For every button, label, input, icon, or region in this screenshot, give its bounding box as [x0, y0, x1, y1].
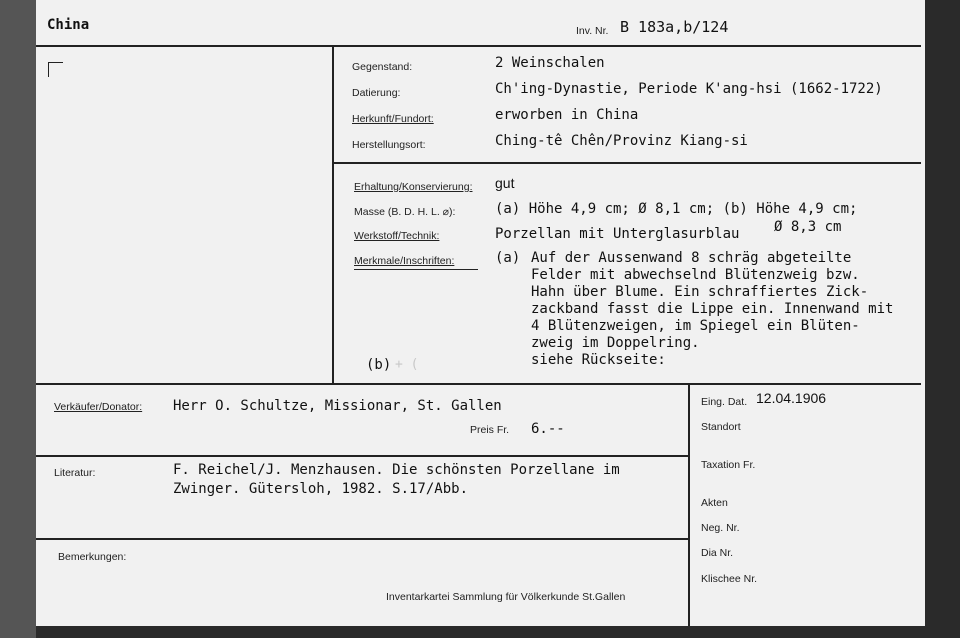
verkaeufer-value: Herr O. Schultze, Missionar, St. Gallen [173, 398, 502, 414]
erhaltung-label: Erhaltung/Konservierung: [354, 181, 473, 193]
masse-line2: Ø 8,3 cm [774, 219, 842, 235]
erhaltung-value: gut [495, 175, 515, 191]
standort-label: Standort [701, 421, 741, 433]
masse-line1: (a) Höhe 4,9 cm; Ø 8,1 cm; (b) Höhe 4,9 cm; [495, 201, 858, 217]
dia-nr-label: Dia Nr. [701, 547, 734, 559]
gegenstand-label: Gegenstand: [352, 61, 413, 73]
divider-vertical-top [332, 45, 334, 384]
country-title: China [47, 17, 90, 33]
literatur-label: Literatur: [54, 467, 96, 479]
photo-area-corner-mark [48, 62, 63, 77]
card-footer: Inventarkartei Sammlung für Völkerkunde St.Gallen [386, 591, 626, 603]
herkunft-value: erworben in China [495, 107, 639, 123]
inventory-card [36, 0, 925, 626]
klischee-nr-label: Klischee Nr. [701, 573, 758, 585]
divider-vertical-bottom [688, 383, 690, 626]
datierung-label: Datierung: [352, 87, 401, 99]
bemerkungen-label: Bemerkungen: [58, 551, 127, 563]
merkmale-label-rule [354, 269, 478, 270]
erased-mark: + ( [395, 357, 419, 372]
herkunft-label: Herkunft/Fundort: [352, 113, 434, 125]
divider-middle [36, 383, 921, 385]
inv-nr-label: Inv. Nr. [576, 25, 609, 37]
preis-label: Preis Fr. [470, 424, 510, 436]
taxation-label: Taxation Fr. [701, 459, 756, 471]
merkmale-a-marker: (a) [495, 250, 521, 266]
divider-verkaeufer [36, 455, 688, 457]
eing-dat-value: 12.04.1906 [756, 390, 827, 406]
neg-nr-label: Neg. Nr. [701, 522, 740, 534]
merkmale-text: Auf der Aussenwand 8 schräg abgeteilte Felder mit abwechselnd Blütenzweig bzw. Hahn über Blume. Ein schraffiertes Zick- zackband fasst die Lippe ein. Innenwand mit 4 Blütenzweigen, im Spiegel ein Blüten- zweig im Doppelring. siehe Rückseite: [531, 250, 894, 368]
divider-object [332, 162, 921, 164]
gegenstand-value: 2 Weinschalen [495, 55, 605, 71]
divider-literatur [36, 538, 688, 540]
masse-label: Masse (B. D. H. L. ⌀): [354, 206, 456, 218]
eing-dat-label: Eing. Dat. [701, 396, 748, 408]
verkaeufer-label: Verkäufer/Donator: [54, 401, 143, 413]
inv-nr-value: B 183a,b/124 [620, 18, 729, 36]
literatur-line2: Zwinger. Gütersloh, 1982. S.17/Abb. [173, 481, 469, 497]
preis-value: 6.-- [531, 421, 565, 437]
werkstoff-value: Porzellan mit Unterglasurblau [495, 226, 740, 242]
merkmale-label: Merkmale/Inschriften: [354, 255, 455, 267]
akten-label: Akten [701, 497, 728, 509]
herstellung-label: Herstellungsort: [352, 139, 426, 151]
merkmale-b-marker: (b) [366, 357, 392, 373]
literatur-line1: F. Reichel/J. Menzhausen. Die schönsten Porzellane im [173, 462, 620, 478]
werkstoff-label: Werkstoff/Technik: [354, 230, 440, 242]
herstellung-value: Ching-tê Chên/Provinz Kiang-si [495, 133, 748, 149]
scan-left-edge [0, 0, 36, 638]
divider-header [36, 45, 921, 47]
datierung-value: Ch'ing-Dynastie, Periode K'ang-hsi (1662-1722) [495, 81, 883, 97]
